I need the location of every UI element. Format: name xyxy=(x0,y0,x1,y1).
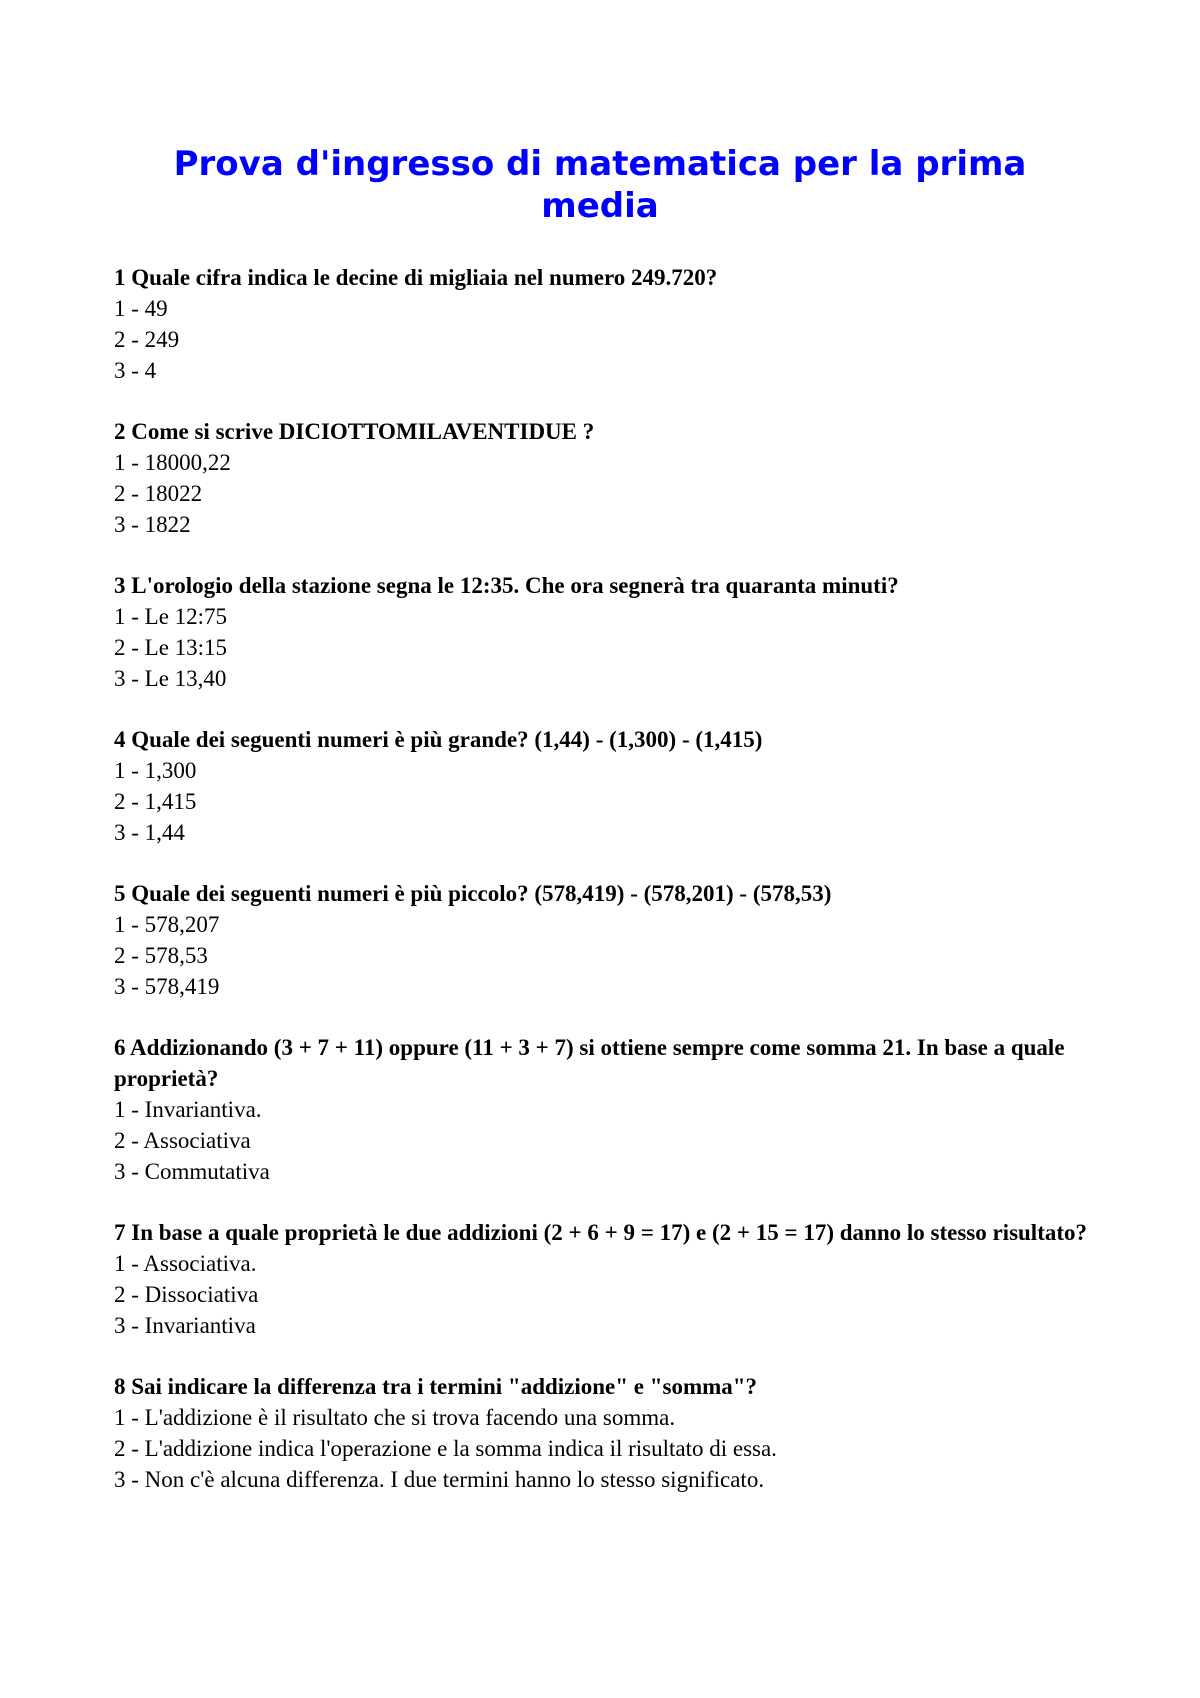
answer-option: 3 - 4 xyxy=(114,358,157,383)
answer-option: 3 - 1822 xyxy=(114,512,191,537)
answer-option: 1 - Invariantiva. xyxy=(114,1097,262,1122)
answer-option: 3 - Le 13,40 xyxy=(114,666,227,691)
answer-option: 2 - Le 13:15 xyxy=(114,635,228,660)
question-7 xyxy=(114,1217,1114,1341)
answer-option: 3 - 1,44 xyxy=(114,820,185,845)
answer-option: 3 - 578,419 xyxy=(114,974,220,999)
answer-option: 1 - 18000,22 xyxy=(114,450,231,475)
answer-option: 3 - Non c'è alcuna differenza. I due termini hanno lo stesso significato. xyxy=(114,1467,765,1492)
answer-option: 1 - 49 xyxy=(114,296,168,321)
answer-option: 2 - Associativa xyxy=(114,1128,251,1153)
answer-option: 1 - 1,300 xyxy=(114,758,197,783)
question-8 xyxy=(114,1371,1114,1495)
answer-option: 3 - Invariantiva xyxy=(114,1313,256,1338)
answer-option: 2 - 1,415 xyxy=(114,789,197,814)
question-2 xyxy=(114,416,1114,540)
answer-option: 1 - Associativa. xyxy=(114,1251,257,1276)
question-4 xyxy=(114,724,1114,848)
answer-option: 1 - 578,207 xyxy=(114,912,220,937)
answer-option: 1 - L'addizione è il risultato che si trova facendo una somma. xyxy=(114,1405,676,1430)
question-text: 2 Come si scrive DICIOTTOMILAVENTIDUE ? xyxy=(114,419,595,444)
question-text: 8 Sai indicare la differenza tra i termini "addizione" e "somma"? xyxy=(114,1374,758,1399)
question-text: 7 In base a quale proprietà le due addizioni (2 + 6 + 9 = 17) e (2 + 15 = 17) danno lo stesso risultato? xyxy=(114,1220,1088,1245)
question-6 xyxy=(114,1032,1114,1187)
question-text: 3 L'orologio della stazione segna le 12:35. Che ora segnerà tra quaranta minuti? xyxy=(114,573,899,598)
question-text: 6 Addizionando (3 + 7 + 11) oppure (11 + 3 + 7) si ottiene sempre come somma 21. In base a quale proprietà? xyxy=(114,1035,1065,1091)
question-text: 1 Quale cifra indica le decine di migliaia nel numero 249.720? xyxy=(114,265,718,290)
question-5 xyxy=(114,878,1114,1002)
answer-option: 2 - L'addizione indica l'operazione e la somma indica il risultato di essa. xyxy=(114,1436,777,1461)
answer-option: 1 - Le 12:75 xyxy=(114,604,228,629)
answer-option: 2 - 578,53 xyxy=(114,943,208,968)
answer-option: 2 - Dissociativa xyxy=(114,1282,259,1307)
question-list xyxy=(114,262,1114,1525)
answer-option: 2 - 249 xyxy=(114,327,180,352)
question-3 xyxy=(114,570,1114,694)
question-text: 5 Quale dei seguenti numeri è più piccolo? (578,419) - (578,201) - (578,53) xyxy=(114,881,832,906)
question-1 xyxy=(114,262,1114,386)
answer-option: 3 - Commutativa xyxy=(114,1159,270,1184)
question-text: 4 Quale dei seguenti numeri è più grande? (1,44) - (1,300) - (1,415) xyxy=(114,727,763,752)
page-title: Prova d'ingresso di matematica per la prima media xyxy=(173,144,1027,226)
answer-option: 2 - 18022 xyxy=(114,481,203,506)
